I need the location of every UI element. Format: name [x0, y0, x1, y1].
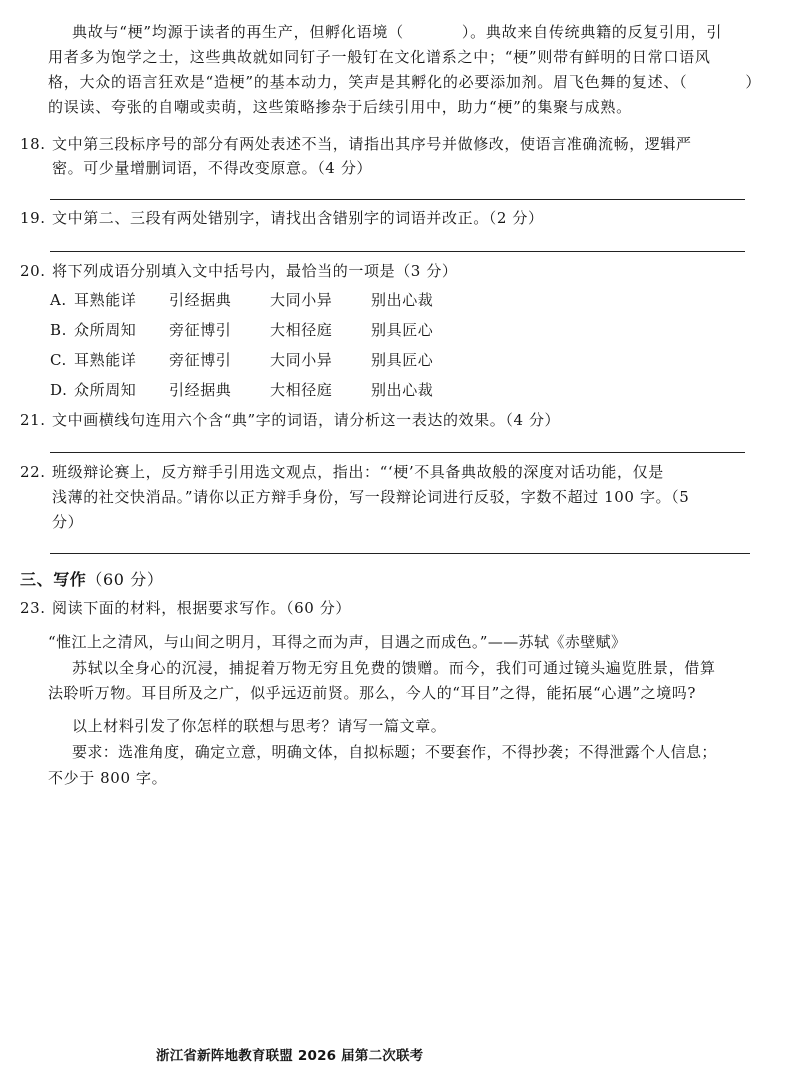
material-line-1: 苏轼以全身心的沉浸，捕捉着万物无穷且免费的馈赠。而今，我们可通过镜头遍览胜景，借算 [72, 659, 716, 677]
question-20 [20, 261, 458, 281]
passage-line-2: 用者多为饱学之士，这些典故就如同钉子一般钉在文化谱系之中；“梗”则带有鲜明的日常口语风 [48, 48, 711, 66]
question-22 [20, 462, 664, 482]
question-number: 19. [20, 209, 46, 227]
material-quote: “惟江上之清风，与山间之明月，耳得之而为声，目遇之而成色。”——苏轼《赤壁赋》 [48, 633, 627, 651]
option-word: 耳熟能详 [74, 351, 137, 369]
material-line-2: 法聆听万物。耳目所及之广，似乎远迈前贤。那么，今人的“耳目”之得，能拓展“心遇”之境吗? [48, 684, 696, 702]
question-19 [20, 208, 544, 228]
question-text: 班级辩论赛上，反方辩手引用选文观点，指出：“‘梗’不具备典故般的深度对话功能，仅是 [52, 463, 664, 481]
passage-line-1 [72, 22, 722, 42]
option-word: 别具匠心 [371, 351, 434, 369]
option-word: 旁征博引 [169, 321, 232, 339]
question-text: 文中第二、三段有两处错别字，请找出含错别字的词语并改正。（2 分） [52, 209, 544, 227]
answer-line[interactable] [50, 251, 745, 252]
option-label: A. [50, 291, 67, 309]
question-number: 23. [20, 599, 46, 617]
option-word: 别具匠心 [371, 321, 434, 339]
section-heading [20, 570, 163, 590]
option-c[interactable] [50, 350, 750, 370]
option-word: 别出心裁 [371, 291, 434, 309]
option-label: B. [50, 321, 67, 339]
option-word: 旁征博引 [169, 351, 232, 369]
passage-text: 格，大众的语言狂欢是“造梗”的基本动力，笑声是其孵化的必要添加剂。眉飞色舞的复述、（ [48, 73, 688, 91]
option-label: D. [50, 381, 68, 399]
question-18 [20, 134, 692, 154]
option-word: 别出心裁 [371, 381, 434, 399]
question-21 [20, 410, 560, 430]
answer-line[interactable] [50, 553, 750, 554]
option-word: 众所周知 [74, 381, 137, 399]
option-word: 引经据典 [169, 291, 232, 309]
option-word: 引经据典 [169, 381, 232, 399]
option-b[interactable] [50, 320, 750, 340]
option-word: 大相径庭 [270, 381, 333, 399]
option-word: 众所周知 [74, 321, 137, 339]
question-18-cont: 密。可少量增删词语，不得改变原意。（4 分） [52, 159, 373, 177]
section-title: 三、写作 [20, 570, 87, 589]
passage-line-3 [48, 72, 761, 92]
option-word: 耳熟能详 [74, 291, 137, 309]
option-word: 大同小异 [270, 351, 333, 369]
question-text: 阅读下面的材料，根据要求写作。（60 分） [52, 599, 351, 617]
option-word: 大同小异 [270, 291, 333, 309]
question-number: 21. [20, 411, 46, 429]
question-23 [20, 598, 351, 618]
question-number: 20. [20, 262, 46, 280]
question-number: 22. [20, 463, 46, 481]
option-label: C. [50, 351, 67, 369]
section-score: （60 分） [86, 570, 164, 589]
answer-line[interactable] [50, 199, 745, 200]
option-d[interactable] [50, 380, 750, 400]
passage-text: 典故与“梗”均源于读者的再生产，但孵化语境（ [72, 23, 404, 41]
question-text: 文中第三段标序号的部分有两处表述不当，请指出其序号并做修改，使语言准确流畅，逻辑严 [52, 135, 692, 153]
footer-exam-name: 浙江省新阵地教育联盟 2026 届第二次联考 [156, 1048, 424, 1064]
option-word: 大相径庭 [270, 321, 333, 339]
passage-line-4: 的误读、夸张的自嘲或卖萌，这些策略掺杂于后续引用中，助力“梗”的集聚与成熟。 [48, 98, 632, 116]
question-22-cont: 分） [52, 513, 84, 531]
question-text: 文中画横线句连用六个含“典”字的词语，请分析这一表达的效果。（4 分） [52, 411, 561, 429]
question-22-cont: 浅薄的社交快消品。”请你以正方辩手身份，写一段辩论词进行反驳，字数不超过 100 字。（5 [52, 488, 690, 506]
answer-line[interactable] [50, 452, 745, 453]
requirements-line: 要求：选准角度，确定立意，明确文体，自拟标题；不要套作，不得抄袭；不得泄露个人信息； [72, 743, 717, 761]
question-number: 18. [20, 135, 46, 153]
prompt-line: 以上材料引发了你怎样的联想与思考？请写一篇文章。 [72, 717, 447, 735]
passage-text: ） [745, 73, 762, 91]
passage-text: ）。典故来自传统典籍的反复引用，引 [461, 23, 723, 41]
option-a[interactable] [50, 290, 750, 310]
requirements-line: 不少于 800 字。 [48, 769, 168, 787]
question-text: 将下列成语分别填入文中括号内，最恰当的一项是（3 分） [52, 262, 458, 280]
